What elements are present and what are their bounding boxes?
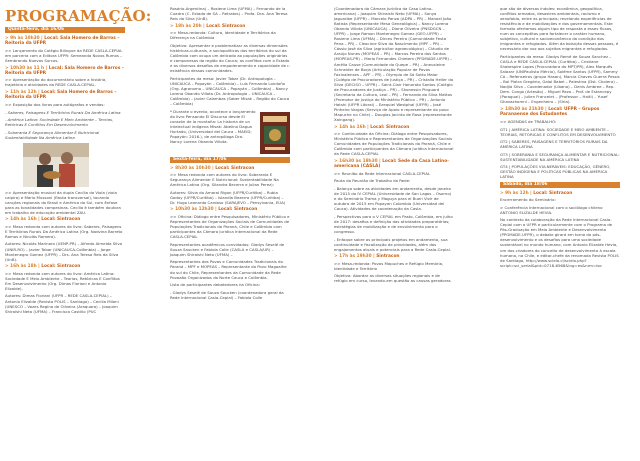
paragraph: >> Apresentação musical da dupla Cecília da Viola (viola caipira) e Mario Mussoni (flauta transversal), tocando canções regionais do Brasil e América do Sul, com ênfase para as tonalidades campesinas. Cecília é também doutora em trabalho de educação ambiental ZAU. — [5, 189, 121, 215]
list-item: GT2 | SABERES, PAISAGENS E TERRITÓRIOS RURAIS DA AMÉRICA LATINA — [500, 139, 608, 150]
paragraph: >> AGENDAS de TRABALHO: — [500, 118, 557, 124]
column-4 — [500, 6, 620, 458]
list-item: GT1 | AMÉRICA LATINA: SOCIEDADE E MEIO AMBIENTE – TEORIAS, RETÓRICAS E CONFLITOS EM DESENVOLVIMENTO — [500, 126, 616, 137]
book-title: - Soberania E Segurança Alimentar E Nutricional Sustentabilidade Na América Latina — [5, 129, 100, 140]
list-item: GT3 | SOBERANIA E SEGURANÇA ALIMENTAR E NUTRICIONAL: SUSTENTABILIDADE NA AMÉRICA LATINA — [500, 151, 620, 162]
session-header: > 9h às 12h | Local: Sintracon — [500, 190, 573, 196]
book-title: - América Latina: Sociedade E Meio Ambiente – Teorias, Retóricas E Conflitos Em Desenvolvimento — [5, 117, 114, 128]
paragraph: Participantes da mesa: Javier Tobar (Dr. Antropologia – UNICAUCA – Popayán – Colômbia) – Luis Fernando Londoño (Org. Agronomo – UNICAUCA – Popayán – Colômbia) – Nancy Lorena Obando Villota (Dr. Antropologia – UNICAUCA – Colômbia) – Javier Calambas (Saber Misak – Região do Cauca – Colômbia) — [170, 75, 290, 106]
paragraph: > Conferência Internacional com o sociólogo chileno ANTONIO ELIZALDE HEVIA. — [500, 204, 603, 215]
session-header: > 10h30 às 12h30 | Local: Sintracon — [170, 207, 258, 213]
paragraph: Representantes acadêmicos convidados: Gladys Seselé de Souza Saucken e Fabiola Colle (CASLA e CASLA/UR) – Joaquim Shiraishi Neto (UFMA) – — [170, 241, 285, 257]
paragraph: >> Mesa-redonda: Povos Mapuches e Refúgio Memória, Identidade e Território — [334, 260, 444, 271]
paragraph: No contexto da colaboração da Rede Internacional Casla-Cepial com a UFPR e particularmente com o Programa de Pós-Graduação em Meio Ambiente e Desenvolvimento (PPGMADE-UFPR), o debate girará em torno do pós-desenvolvimento e os desafios para uma sociedade sustentável no mundo humano, com Antonio Elizalde Hevia, um dos criadores do conceito de desenvolvimento à escala humana, no Chile, e editor-chefe da renomada Revista POLIS de Santiago, http://www.scielo.cl/scielo.php?script=sci_serial&pid=0718-6568&lng=es&nrm=iso — [500, 217, 619, 268]
paragraph: * Durante o evento, acontece o lançamento do livro Pensando El Discurso desde El corazón de la montaña: La historia de un intelectual indígena Misak: Abelino Dagua Hurtado, (Universidad del Cauca – MAEID; Popayán: 2016.), de antropóloga Dra. Nancy Lorena Obando Villota. — [170, 108, 256, 144]
paragraph: que são de diversas índoles: econômica, geopolítica, conflitos armados, desastres ambientais, racismo e xenofobia, entre as principais; revelando experiências de resistência e de mobilizações e dos governamentais. Este formato ofertamos algum tipo de resposta a esses fluxos, num os conceptitos para fortalecer o caráter humano, subjetivo, cultural e socioeconômico da condição dos imigrantes e refugiados. Além da bolsição dessas pessoas, é necessário dar voz aos sujeitos migrantes e refugiados. — [500, 6, 619, 52]
session-header: > 14h às 16h | Local: Sintracon — [334, 124, 410, 130]
paragraph: Objetivo: Apresentar e problematizar as diversas dimensões históricas-culturais, e sociopolíticas dos territórios do sul da Colômbia com ocupa um delicado ao populações originárias e camponesas da região do Cauca; os conflitos com o Estado e os diversos desafios de empoderamento e capacidade de r-existência dessas comunidades. — [170, 42, 290, 74]
paragraph: Autores: Nicolás Marinaro (UENP-PR) – Alfredo Almeida Silva (UNIR-RO) – Javier Tobar (UNICAUCA-Colômbia) – Jorge Montenegro Gomez (UFPR) – Drs. Ana Teresa Reis da Silva (UnB). — [5, 241, 123, 262]
list-item: GT4 | POPULAÇÕES VULNERÁVEIS: EDUCAÇÃO, GÊNERO, GESTÃO INDÍGENA E POLÍTICAS PÚBLICAS NA AMÉRICA LATINA — [500, 163, 611, 180]
paragraph: Pauta da Reunião de Trabalho da Rede: — [334, 178, 411, 184]
paragraph: >> Mesa redonda com autores do livro: Soberania E Segurança Alimentar E Nutricional: Sustentabilidade Na América Latina (Org. Silandra Becerra e Julian Perez): — [170, 171, 279, 188]
session-header: > 16h às 18h | Local: Sintracon — [5, 264, 81, 270]
paragraph: >> Lançamento do Colégio Bilíngue da REDE CASLA-CEPIAL em parceria com a Editora UFPR: Semeando Novos Rumos – Sembrando Nuevos Surcos. — [5, 47, 123, 63]
page-title: PROGRAMAÇÃO: — [5, 7, 152, 25]
column-2 — [170, 6, 290, 458]
paragraph: >> Mesa redonda com autores do livro: Saberes, Paisagens E Territórios Rurais Da América Latina (Org. Nadvina Barreto Ramos e Nicolás Romero). — [5, 223, 123, 239]
book-launch — [170, 109, 290, 157]
paragraph: Rosário-Argentina) – Rosiene Lima (UFMA) – Fernando de la Cuadra (C. Estado de SA – Retratos) – Profa. Dra. Ana Teresa Reis da Silva (UnB). — [170, 6, 288, 22]
session-header: > 16h30 às 18h30 | Local: Sede da Casa Latino-americana (CASLA) — [334, 158, 449, 170]
music-photo — [23, 143, 125, 187]
session-header: > 8h30 às 10h30 | Local: Sintracon — [170, 165, 255, 171]
day-header-saturday: Sábado, dia 18/06 — [500, 182, 620, 188]
session-header: > 14h às 16h | Local: Sintracon — [5, 217, 81, 223]
paragraph: Autores: Silvia do Amaral Rigon (UFPR/Curitiba) – Rubia Godoy (UFPR/Curitiba) – Islandia Bezerra (UFPR/Curitiba) – Dr. Hugo Leonardo Cardoso (SARAJEVO – Pensylvania, EUA) — [170, 189, 286, 205]
book-cover-image — [260, 112, 290, 154]
paragraph: >> Oficina: Diálogo entre Pesquisadores, Ministério Público e Representantes de Organizações Sociais de Comunidades de Populações Tradicionais do Paraná, Chile e Colômbia com participantes da Câmara Jurídica Internacional da Rede CASLA-CEPIAL — [170, 213, 290, 240]
session-header: > 11h às 12h | Local: Sala Homero de Barros – Reitoria da UFPR — [5, 90, 117, 101]
day-header-friday: Sexta-feira, dia 17/06 — [170, 157, 290, 163]
paragraph: Representantes dos Povos e Comunidades Tradicionais do Paraná – MPF e MOPEAS – Representante da Povo Magoalhe do sul do Chile, Representantes da Comunidade da Rede Povoaão Organizados do Norte Cauca e Colômbia. — [170, 259, 287, 280]
paragraph: >> Exposição dos livros para autógrafos e vendas: — [5, 101, 105, 107]
working-groups-list — [500, 127, 620, 180]
paragraph: Participantes da mesa: Gladys Remé de Souza Sanchez – CASLA e REDE CASLA-CEPIAL (Curitiba) – Cristiane Shakespire Lopes (Procuradora do MPT/PR), Alex Marquês Salazar (UNIPaulista Mércio), Soléme Santos (UFPR), Sammy Cá – Refenseiros (grupo Hasan), Marcia Chaves Guerra Pessis – Bal Piatra Gregório, Galal Babel – Palestina (Dst. Cholera) – Nadjla Silva – Coordenador (Líbano) – Denis Ambree – Rep. Dem. Congo (Artesão) – Miguel Rezo – Prof. de Estancepy (Paraguai) – Julien Francelet – (Professor – Haiti) – Yusef Ghavazhomni – Engenheiro – (Síria). — [500, 54, 620, 105]
paragraph: >> Apresentação do documentário sobre a história, trajetória e atividades da REDE CASLA-CEPIAL. — [5, 77, 107, 88]
session-header: > 9h às 10h30 | Local: Sala Homero de Barros – Reitoria da UFPR — [5, 36, 120, 47]
column-3 — [334, 6, 454, 458]
day-header-thursday: Quinta-feira, dia 16/06 — [5, 27, 125, 33]
paragraph: - Balanço sobre as atividades em andamento, desde janeiro de 2015 do IV CEPIAL (Universidade de San Lagos – Osorno) e do Seminário Trama y Maguya para el Buen Vivir de outubro de 2015 em Popayan Colombia (Universidad del Cauca). Atividades de coordenação da Casla. — [334, 186, 452, 212]
session-header: > 18h30 às 21h30 | Local: UFPR – Grupos Paranaense dos Estudantes — [500, 107, 600, 118]
column-1 — [5, 6, 152, 458]
book-title: - Saberes, Paisagens E Territórios Rurais Da América Latina — [5, 109, 121, 115]
paragraph: Encerramento do Seminário: — [500, 196, 556, 202]
paragraph: >> Mesa-redonda: Cultura, Identidade e Territórios da Diferença na Colômbia — [170, 30, 276, 41]
session-header: > 18h às 20h | Local: Sintracon — [170, 23, 246, 29]
paragraph: - Perspectivas para o V CEPIAL em Pasto, Colômbia, em julho de 2017: desafios e definição das atividades preparatórias; estratégias de mobilização e de envolvimento para o congresso. — [334, 213, 453, 234]
session-header: > 17h às 19h30 | Sintracon — [334, 254, 400, 260]
paragraph: Autores: Dimas Floriani (UFPR – REDE CASLA-CEPIAL) – Antonio Elizalde (Revista POLIS – Santiago) – Cecilia Miloni (UNESCO – Vozes Regina de Oliveira (Araquara) – Joaquim Shiraishi Neto (UFMA) – Francisco Castillo (PUC — [5, 293, 119, 314]
paragraph: - Gladys Seselé de Souza Saucken (coordenadora geral da Rede Internacional Casla-Cepial) – Fabiola Colle — [170, 289, 284, 300]
paragraph: >> Continuidade da Oficina: Diálogo entre Pesquisadores, Ministério Público e Representantes de Organizações Sociais Comunidades de Populações Tradicionais do Paraná, Chile e Colômbia com participantes da Câmara Jurídica Internacional da Rede CASLA-CEPIAL — [334, 131, 454, 157]
session-header: > 10h30 às 11 h | Local: Sala Homero de Barros – Reitoria da UFPR — [5, 65, 124, 76]
paragraph: Objetivo: Abordar as diversas situações regionais e de refúgio em curso, levando-em questão as causas geradoras — [334, 273, 451, 284]
paragraph: - Enfoque sobre os principais projetos em andamento, sua continuidade e fiscalização de prioridades, além dos engajamentos atuais e potenciais para a Rede Casla-Cepial. — [334, 236, 451, 252]
paragraph: >> Reunião da Rede Internacional CASLA-CEPIAL — [334, 170, 431, 176]
paragraph: >> Mesa redonda com autores do livro: América Latina: Sociedade E Meio Ambiente – Teorias, Retóricas E Conflitos Em Desenvolvimento (Org. Dimas Floriani e Antonio Elizalde). — [5, 270, 120, 291]
paragraph: Lista de participantes debatedores na Oficina: — [170, 282, 260, 288]
paragraph: (Coordenadora da Câmara Jurídica da Casa Latino-americana) – Joaquim Shiraishi Neto (UFMA) – Sonya Jaguaribe (UFPR) – Marcelo Panza (ADPA – PR) – Manoel João Batista (Representante Mesa Genealógica) – Nancy Lorena Obando Villota (UNICAUCA) – Dione Oliveira (PNSDGCN – UFPR) – Jorge Ramon Montenegro Gomez (GEO-UFPR) – Rosiene Lima (UFMA) – Dirceu Pereira (Comunidade Festa Pena – PR) – Cleocirce Silva do Nascimento (MPF – PR) – Cássio José da Silva (agricultor agroecológico) – Cláudio de Araújo Nunes (MOPEAS – PR) – Marcos Pereira dos Santos (MOPEAS-PR) – Mario Fernandes Chietem (PFDMADE-UFPR) – Amélia Cause (Comunidade do Quepe – PR) – Aneusleine Schneider de Borja (Articulação Popular de Povos Faxinalenses – APF – PR) – Olympio de Sá Sotto Maior (Colégio de Procuradores de Justiça – PR) – Cristalia Heller da Silva (DECISO – UFPR) – Saint-Clair Honorato Santos (Colégio de Procuradores de Justiça – PR) – Shonessin Pinguard (Secretaria da Cultura, Leal – PR) – Fernando da Silva Mattos (Promotor de Justiça do Ministério Público – PR) – Antonio Hatshi (UFPR Litoral) – Ezequiel Westphal (UFPR) – José Pinheiro Vargas (Serviço de Apoio e representante do povo Mapuche no Chile) – Douglas Jacinto de Rosa (representante Xaingang). — [334, 6, 454, 123]
